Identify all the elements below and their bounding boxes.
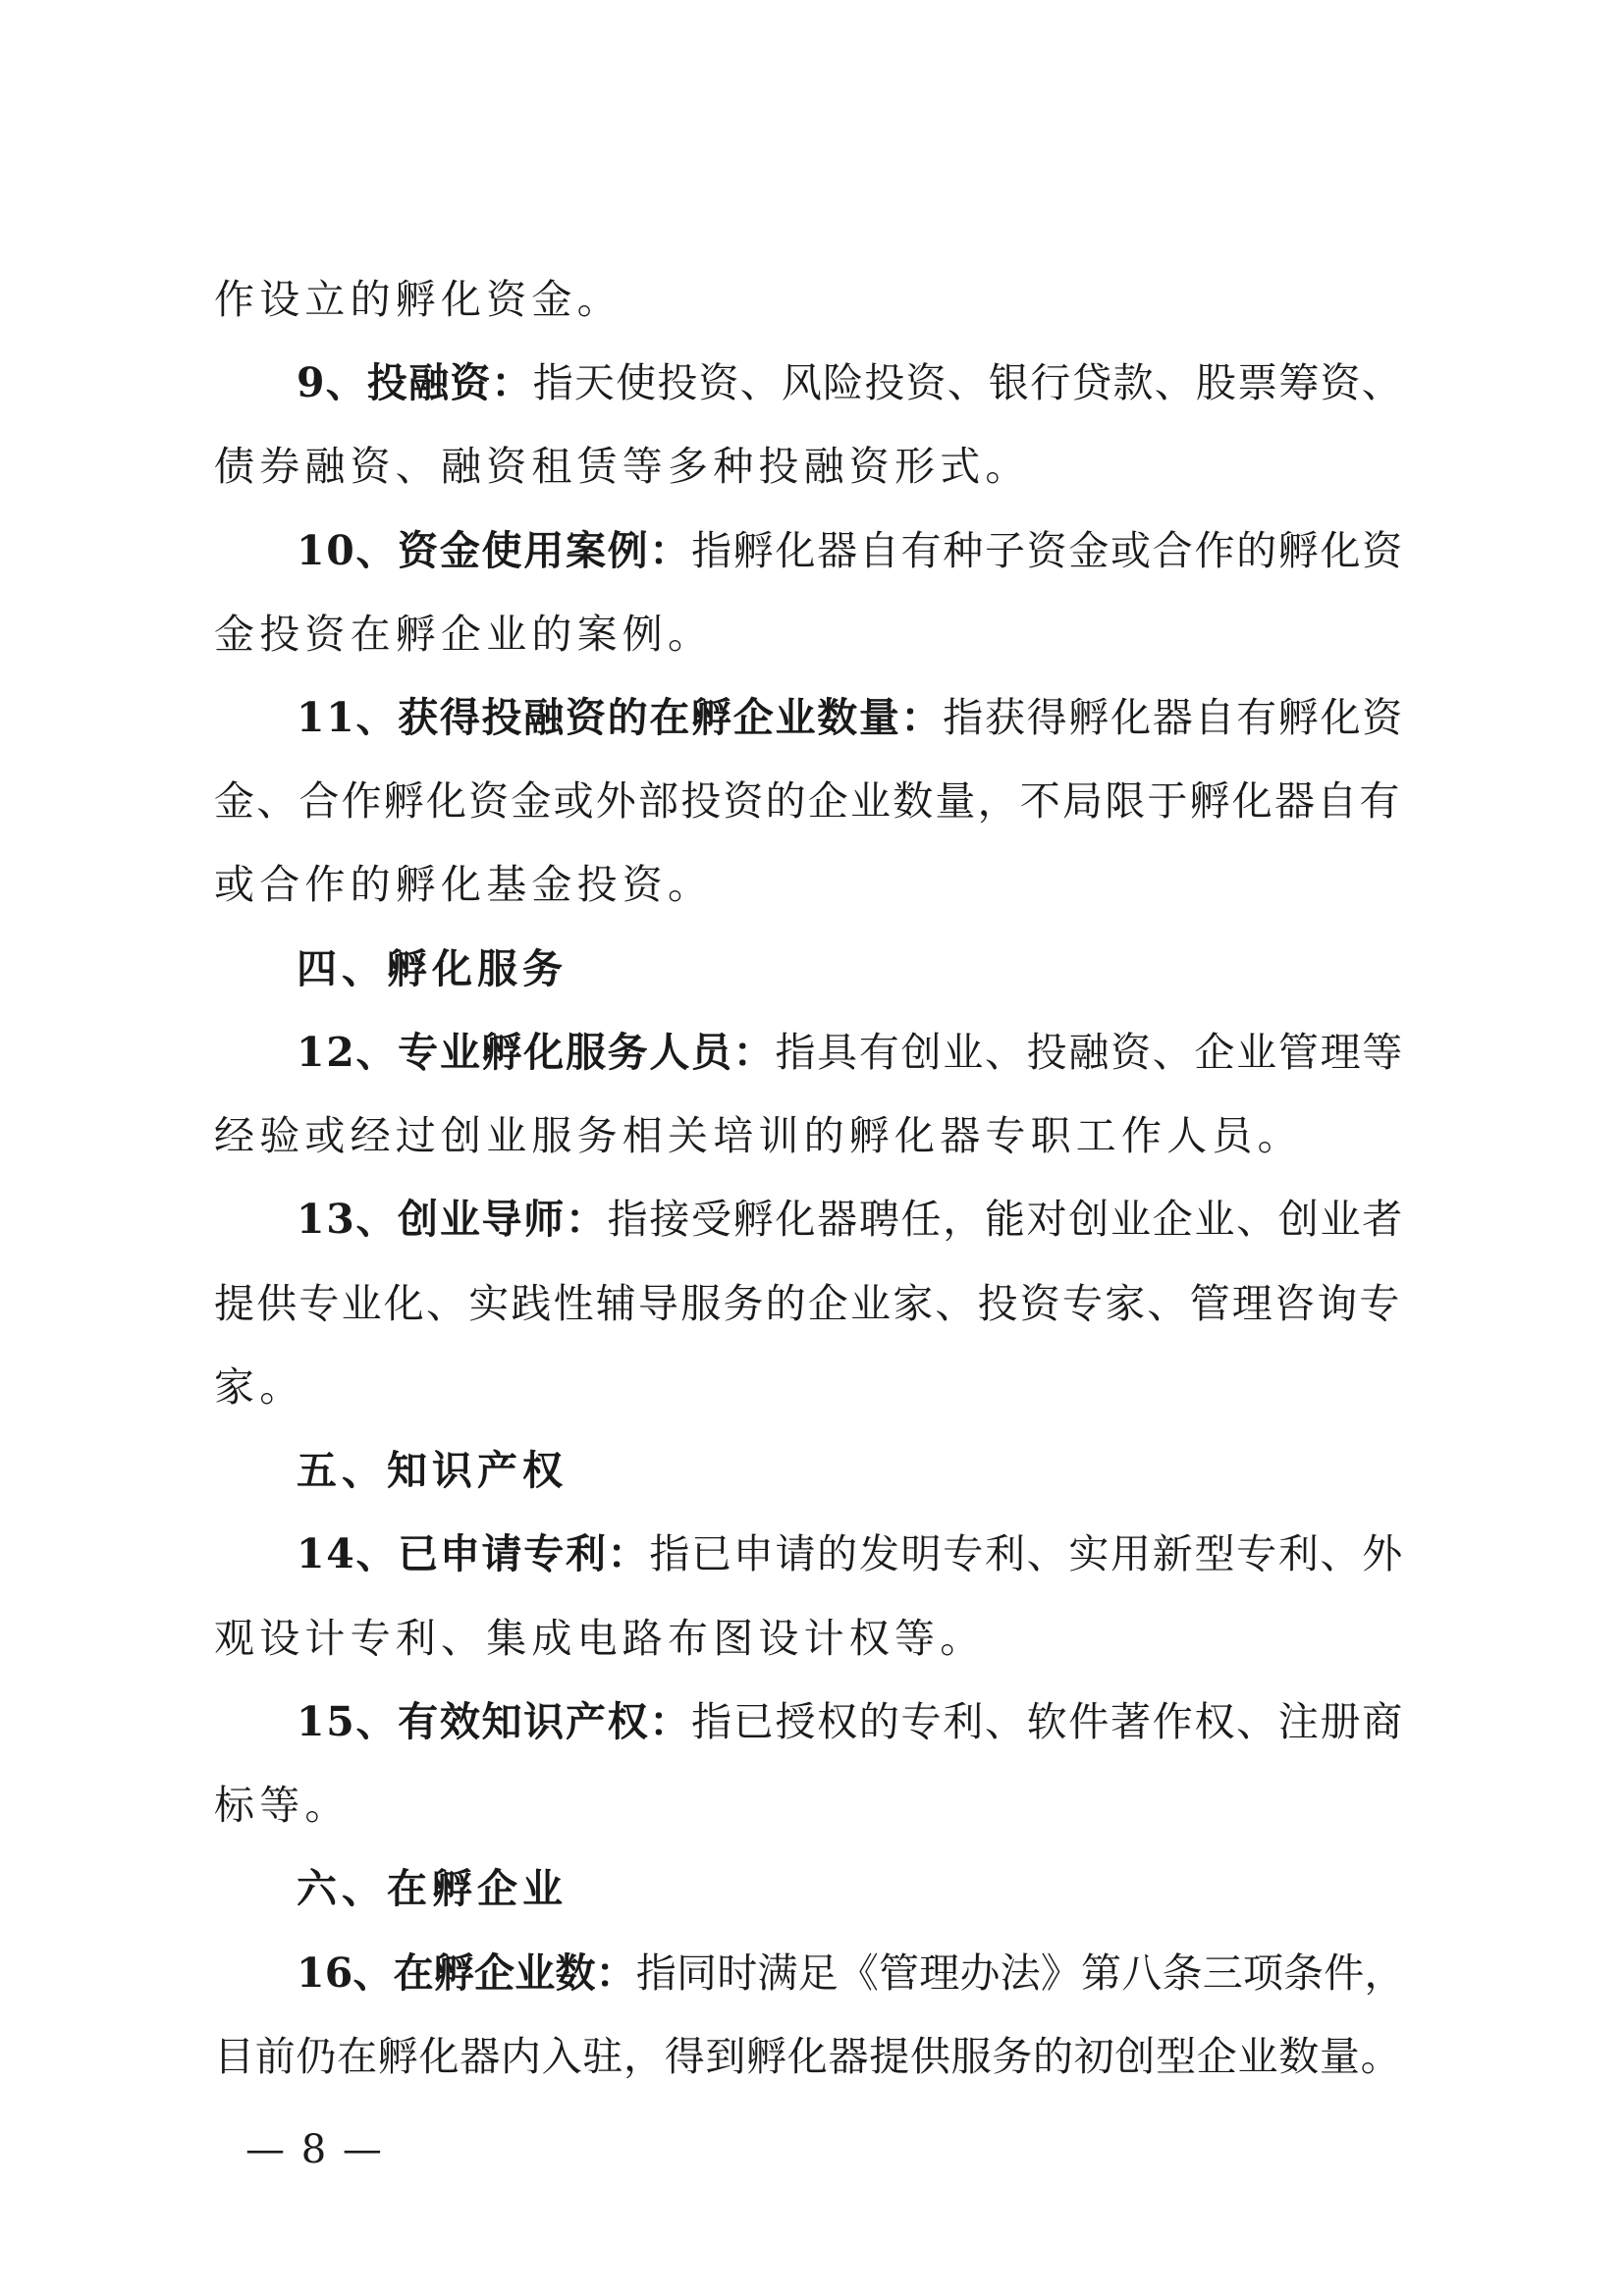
definition-term: 9、投融资：	[297, 359, 533, 406]
definition-item-12	[297, 1023, 1404, 1082]
definition-term: 14、已申请专利：	[297, 1530, 650, 1577]
paragraph-line	[214, 605, 713, 664]
paragraph-line	[214, 270, 623, 329]
line-text: 债券融资、融资租赁等多种投融资形式。	[214, 443, 1031, 490]
definition-term: 13、创业导师：	[297, 1196, 608, 1243]
line-text: 作设立的孵化资金。	[214, 276, 623, 323]
definition-text: 指同时满足《管理办法》第八条三项条件，	[635, 1949, 1405, 1997]
definition-text: 指天使投资、风险投资、银行贷款、股票筹资、	[532, 359, 1403, 406]
line-text: 家。	[214, 1363, 305, 1411]
definition-item-11	[297, 688, 1404, 747]
line-text: 金投资在孵企业的案例。	[214, 611, 714, 658]
paragraph-line	[214, 1106, 1303, 1165]
paragraph-line	[214, 1358, 304, 1416]
paragraph-line	[214, 1776, 351, 1835]
definition-text: 指已申请的发明专利、实用新型专利、外	[649, 1530, 1404, 1577]
section-heading-incubation-service: 四、孵化服务	[297, 945, 568, 992]
line-text: 标等。	[214, 1782, 351, 1829]
paragraph-line	[214, 772, 1402, 830]
definition-item-14	[297, 1524, 1404, 1583]
line-text: 提供专业化、实践性辅导服务的企业家、投资专家、管理咨询专	[214, 1280, 1402, 1327]
paragraph-line	[214, 1609, 985, 1668]
definition-item-10	[297, 521, 1404, 580]
paragraph-line	[214, 437, 1031, 496]
paragraph-line	[214, 2027, 1401, 2086]
definition-item-16	[297, 1944, 1405, 2002]
section-heading-intellectual-property: 五、知识产权	[297, 1447, 568, 1494]
definition-text: 指已授权的专利、软件著作权、注册商	[691, 1698, 1404, 1745]
definition-item-9	[297, 353, 1403, 412]
line-text: 经验或经过创业服务相关培训的孵化器专职工作人员。	[214, 1112, 1303, 1159]
definition-text: 指获得孵化器自有孵化资	[943, 694, 1404, 741]
definition-term: 12、专业孵化服务人员：	[297, 1029, 776, 1076]
definition-term: 15、有效知识产权：	[297, 1698, 692, 1745]
line-text: 观设计专利、集成电路布图设计权等。	[214, 1615, 986, 1662]
page-number: — 8 —	[245, 2127, 384, 2172]
definition-text: 指具有创业、投融资、企业管理等	[775, 1029, 1404, 1076]
line-text: 或合作的孵化基金投资。	[214, 861, 714, 908]
definition-term: 10、资金使用案例：	[297, 527, 692, 574]
line-text: 金、合作孵化资金或外部投资的企业数量，不局限于孵化器自有	[214, 777, 1402, 825]
section-heading-incubated-enterprises: 六、在孵企业	[297, 1865, 568, 1912]
definition-text: 指孵化器自有种子资金或合作的孵化资	[691, 527, 1404, 574]
definition-item-13	[297, 1190, 1404, 1249]
paragraph-line	[214, 1274, 1402, 1333]
definition-text: 指接受孵化器聘任，能对创业企业、创业者	[607, 1196, 1404, 1243]
definition-term: 16、在孵企业数：	[297, 1949, 636, 1997]
definition-term: 11、获得投融资的在孵企业数量：	[297, 694, 944, 741]
definition-item-15	[297, 1692, 1404, 1751]
line-text: 目前仍在孵化器内入驻，得到孵化器提供服务的初创型企业数量。	[214, 2033, 1402, 2080]
paragraph-line	[214, 855, 713, 914]
